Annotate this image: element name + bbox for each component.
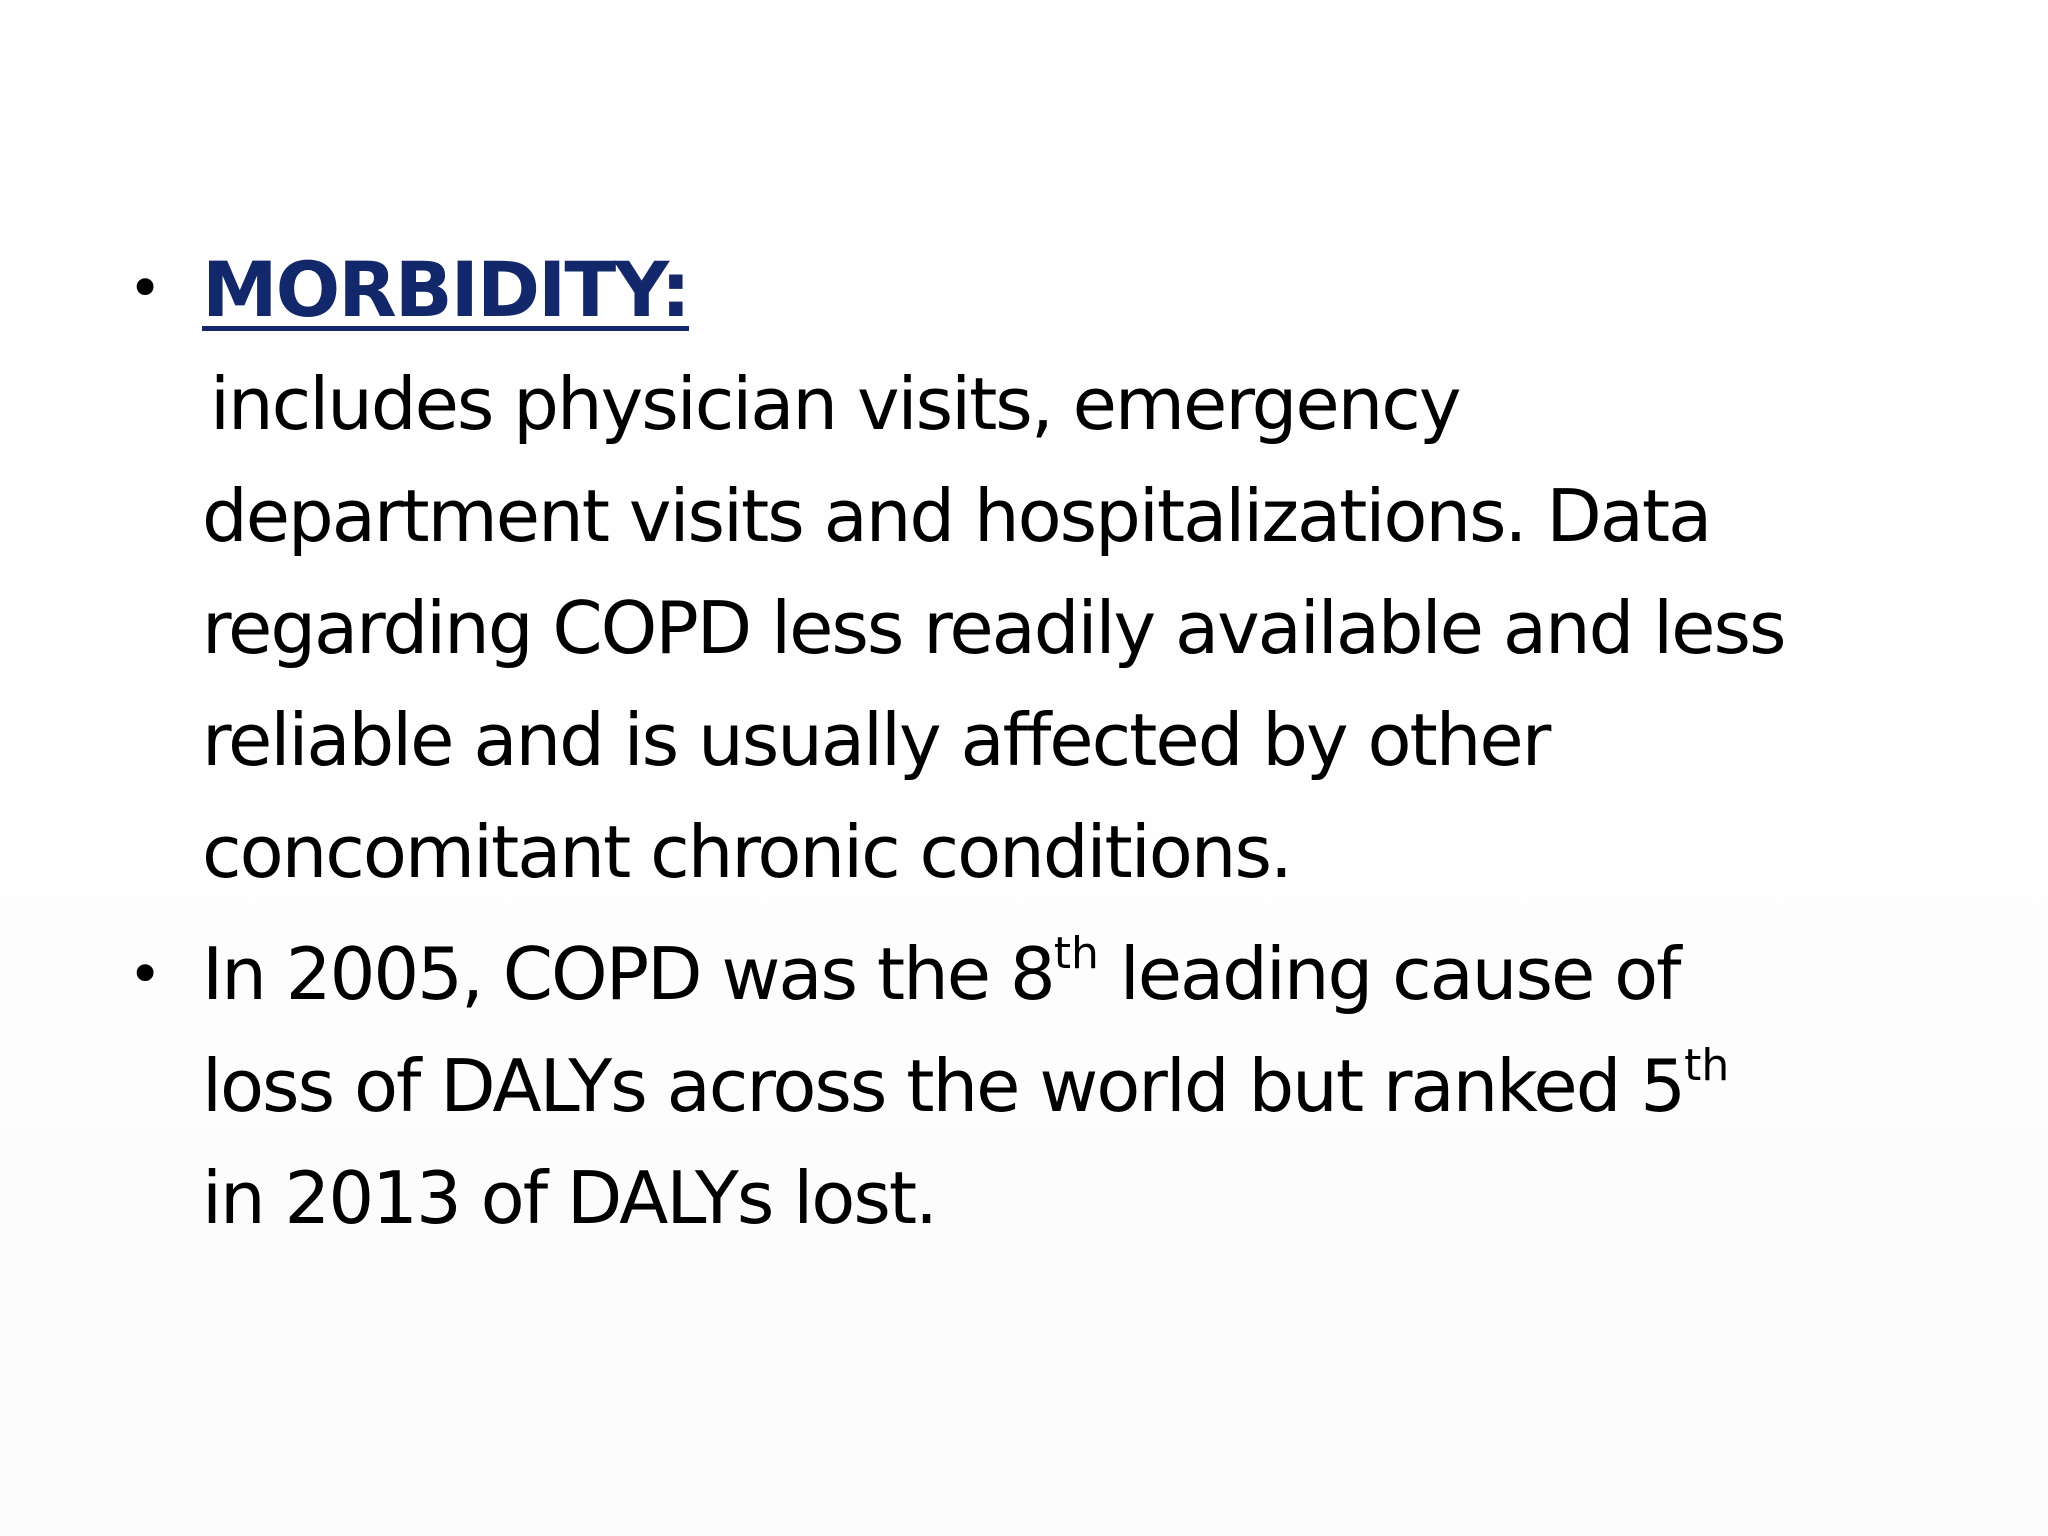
paragraph-line: in 2013 of DALYs lost.: [202, 1156, 936, 1240]
morbidity-description: [202, 348, 1922, 908]
paragraph-line: [202, 1030, 1922, 1142]
paragraph-line: concomitant chronic conditions.: [202, 810, 1291, 894]
bullet-morbidity: [122, 232, 1922, 908]
paragraph-line: reliable and is usually affected by other: [202, 698, 1550, 782]
bullet-icon: •: [128, 254, 163, 322]
paragraph-line: [202, 918, 1922, 1030]
bullet-dalys: [122, 918, 1922, 1254]
bullet-icon: •: [128, 940, 163, 1008]
ordinal-suffix: th: [1684, 1040, 1730, 1091]
paragraph-line: department visits and hospitalizations. Data: [202, 474, 1711, 558]
morbidity-heading: MORBIDITY:: [202, 245, 689, 334]
ordinal-suffix: th: [1053, 928, 1099, 979]
text-segment: leading cause of: [1098, 932, 1680, 1016]
paragraph-line: regarding COPD less readily available and less: [202, 586, 1785, 670]
slide-body: [122, 232, 1922, 1254]
dalys-description: [202, 918, 1922, 1254]
paragraph-line: includes physician visits, emergency: [210, 362, 1460, 446]
text-segment: In 2005, COPD was the 8: [202, 932, 1054, 1016]
text-segment: loss of DALYs across the world but ranked 5: [202, 1044, 1685, 1128]
